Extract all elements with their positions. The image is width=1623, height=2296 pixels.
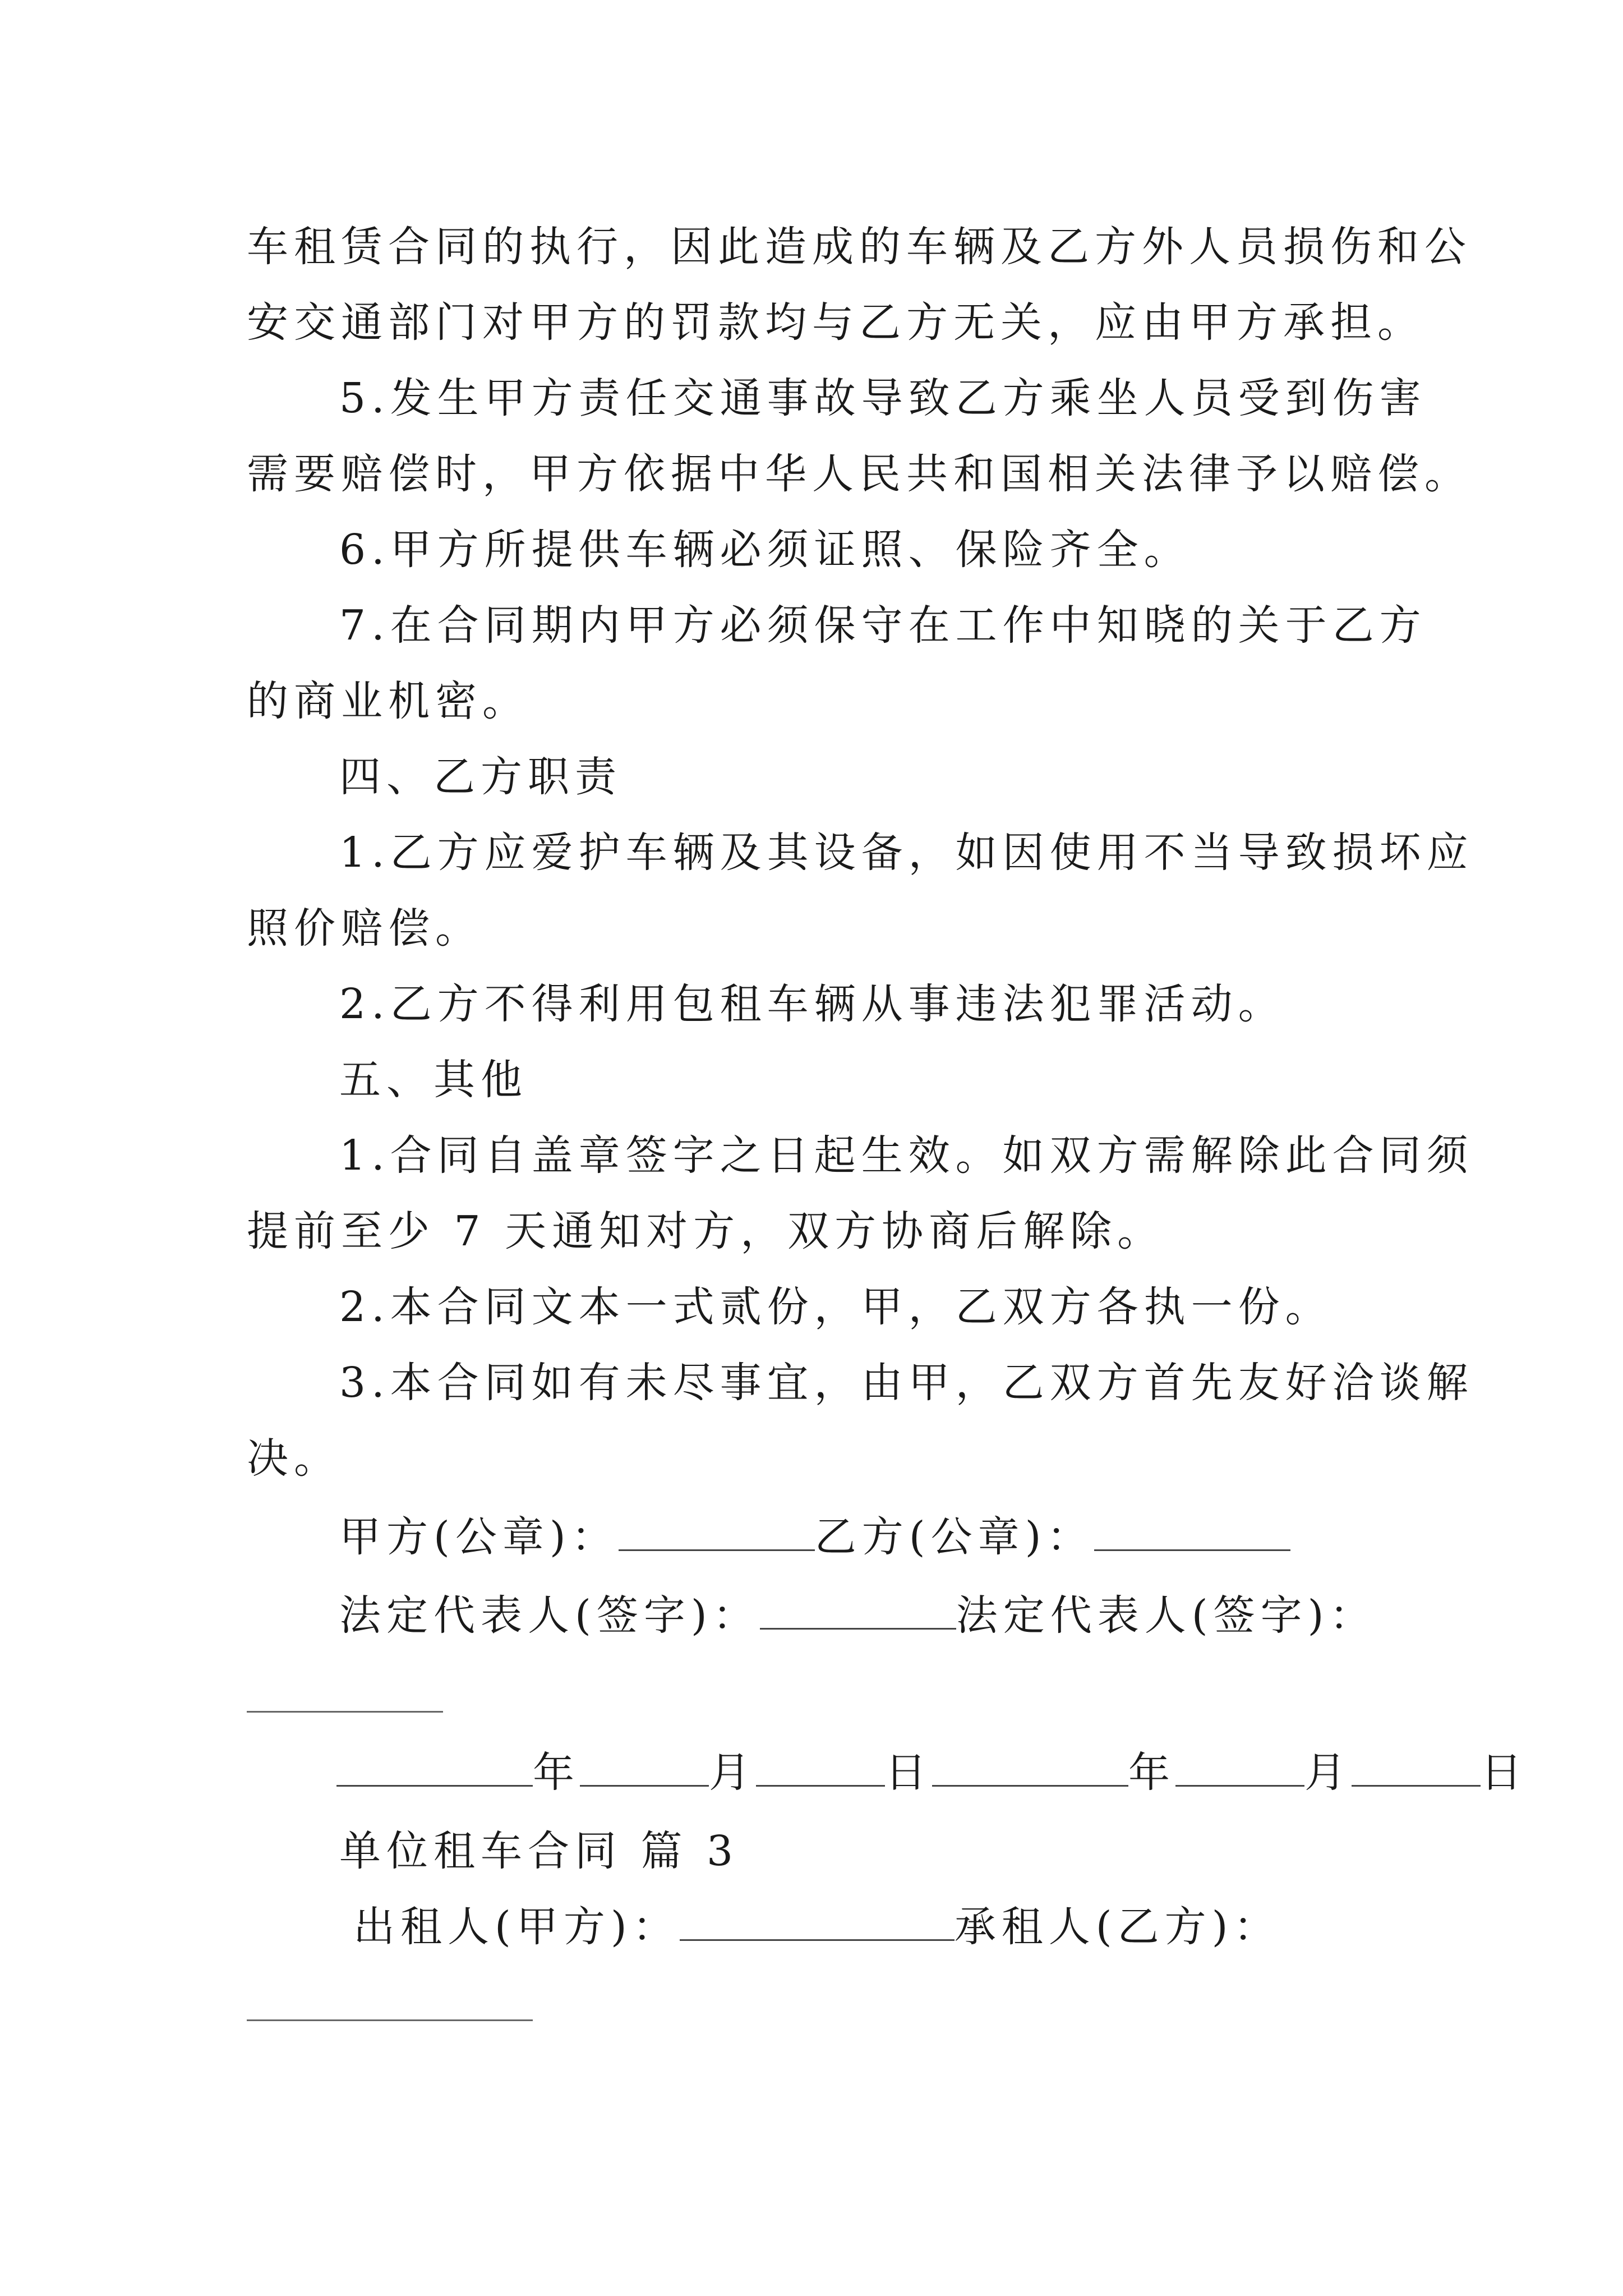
party-b-seal-blank <box>1094 1510 1290 1551</box>
month-label-b: 月 <box>1304 1749 1352 1797</box>
party-a-rep-blank <box>760 1589 956 1630</box>
lessor-label: 出租人(甲方)： <box>353 1903 680 1951</box>
lessor-line <box>353 1899 1281 1955</box>
paragraph-line: 的商业机密。 <box>247 677 529 725</box>
year-label-b: 年 <box>1128 1749 1175 1797</box>
day-label-a: 日 <box>885 1749 932 1797</box>
party-a-seal-label: 甲方(公章)： <box>339 1513 619 1561</box>
section-heading: 四、乙方职责 <box>339 753 622 801</box>
paragraph-line: 5.发生甲方责任交通事故导致乙方乘坐人员受到伤害 <box>339 374 1427 422</box>
paragraph-line: 3.本合同如有未尽事宜，由甲，乙双方首先友好洽谈解 <box>339 1359 1474 1407</box>
paragraph-line: 7.在合同期内甲方必须保守在工作中知晓的关于乙方 <box>339 601 1427 650</box>
paragraph-line: 6.甲方所提供车辆必须证照、保险齐全。 <box>339 526 1191 574</box>
lessee-label: 承租人(乙方)： <box>954 1903 1281 1951</box>
representative-line <box>339 1588 1377 1644</box>
paragraph-line: 提前至少 7 天通知对方，双方协商后解除。 <box>247 1207 1165 1255</box>
paragraph-line: 需要赔偿时，甲方依据中华人民共和国相关法律予以赔偿。 <box>247 450 1472 498</box>
paragraph-line: 车租赁合同的执行，因此造成的车辆及乙方外人员损伤和公 <box>247 223 1472 271</box>
year-blank-b <box>932 1746 1128 1787</box>
month-label-a: 月 <box>709 1749 756 1797</box>
year-blank-a <box>336 1746 533 1787</box>
section-title: 单位租车合同 篇 3 <box>339 1827 739 1875</box>
date-line <box>336 1745 1528 1801</box>
party-a-seal-blank <box>619 1510 815 1551</box>
month-blank-a <box>580 1746 709 1787</box>
party-b-rep-label: 法定代表人(签字)： <box>956 1591 1377 1640</box>
paragraph-line: 照价赔偿。 <box>247 904 482 953</box>
party-a-rep-label: 法定代表人(签字)： <box>339 1591 760 1640</box>
party-b-seal-label: 乙方(公章)： <box>814 1513 1094 1561</box>
paragraph-line: 决。 <box>247 1434 341 1483</box>
section-heading: 五、其他 <box>339 1056 528 1104</box>
year-label-a: 年 <box>533 1749 580 1797</box>
paragraph-line: 安交通部门对甲方的罚款均与乙方无关，应由甲方承担。 <box>247 298 1424 347</box>
paragraph-line: 2.本合同文本一式贰份，甲，乙双方各执一份。 <box>339 1283 1332 1331</box>
day-blank-a <box>756 1746 885 1787</box>
lessee-blank <box>247 2019 533 2021</box>
day-blank-b <box>1352 1746 1481 1787</box>
lessor-blank <box>680 1900 955 1941</box>
paragraph-line: 2.乙方不得利用包租车辆从事违法犯罪活动。 <box>339 980 1285 1028</box>
party-b-rep-blank <box>247 1711 443 1713</box>
paragraph-line: 1.合同自盖章签字之日起生效。如双方需解除此合同须 <box>339 1131 1474 1180</box>
seal-line <box>339 1509 1290 1565</box>
month-blank-b <box>1175 1746 1304 1787</box>
paragraph-line: 1.乙方应爱护车辆及其设备，如因使用不当导致损坏应 <box>339 829 1474 877</box>
day-label-b: 日 <box>1481 1749 1528 1797</box>
